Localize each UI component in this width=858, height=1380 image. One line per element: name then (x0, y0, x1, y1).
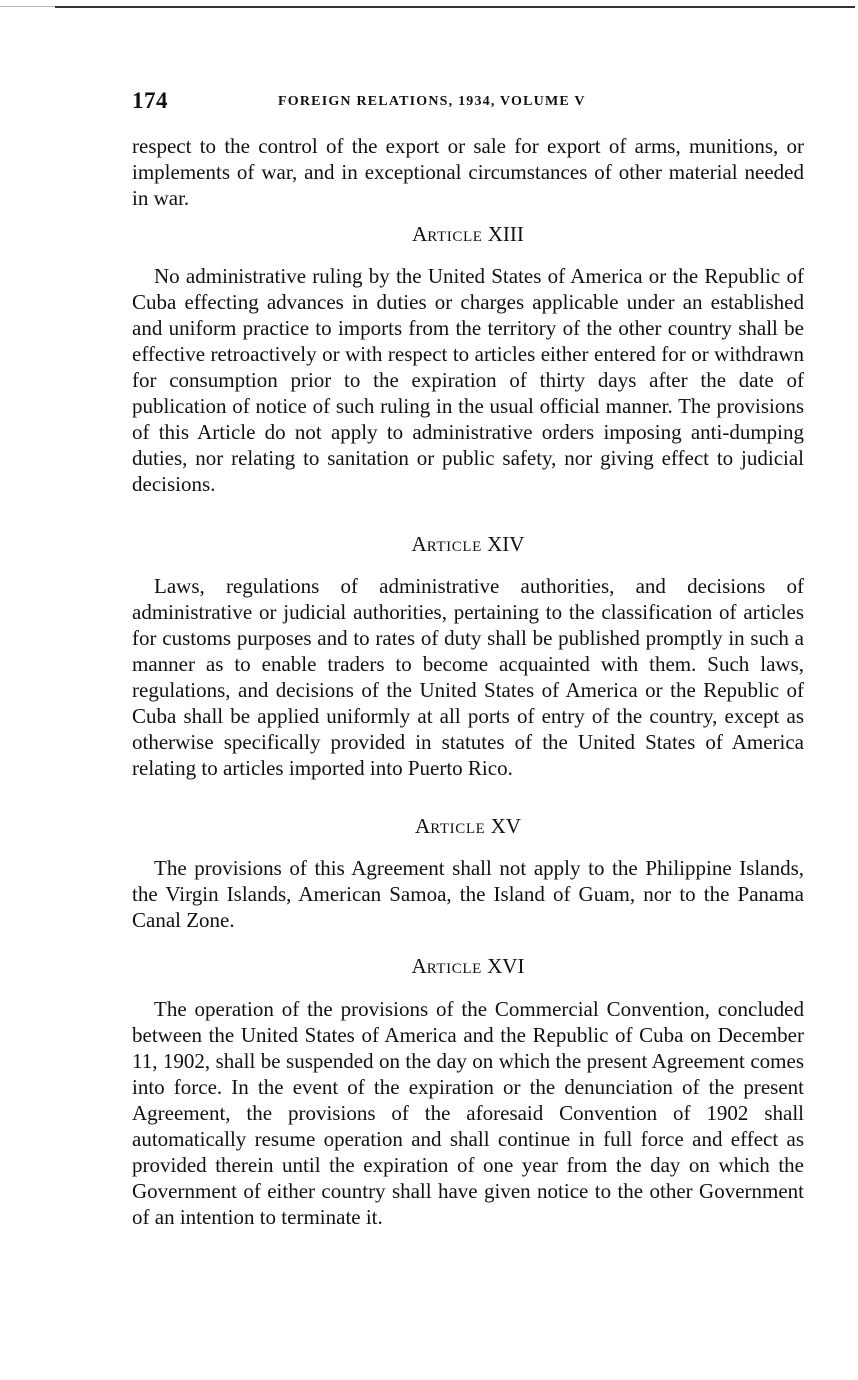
article-xvi-paragraph: The operation of the provisions of the Commercial Convention, concluded between the United States of America and the Republic of Cuba on December 11, 1902, shall be suspended on the day on which the present Agreement comes into force. In the event of the expiration or the denunciation of the present Agreement, the provisions of the aforesaid Convention of 1902 shall automatically resume operation and shall continue in full force and effect as provided therein until the expiration of one year from the day on which the Government of either country shall have given notice to the other Government of an intention to terminate it. (132, 997, 804, 1229)
article-heading-smallcaps: RTICLE (426, 539, 482, 555)
article-heading-initial: A (412, 222, 428, 246)
page-number: 174 (132, 88, 168, 113)
running-head: FOREIGN RELATIONS, 1934, VOLUME V (278, 94, 586, 109)
article-heading-xvi (132, 953, 804, 982)
continuation-paragraph: respect to the control of the export or sale for export of arms, munitions, or implements of war, and in exceptional circumstances of other material needed in war. (132, 134, 804, 210)
article-heading-smallcaps: RTICLE (427, 229, 483, 245)
article-xv-paragraph: The provisions of this Agreement shall not apply to the Philippine Islands, the Virgin Islands, American Samoa, the Island of Guam, nor to the Panama Canal Zone. (132, 856, 804, 932)
top-rule (55, 6, 855, 8)
article-heading-smallcaps: RTICLE (426, 961, 482, 977)
article-heading-numeral: XVI (481, 954, 525, 978)
article-heading-initial: A (411, 532, 427, 556)
article-heading-numeral: XIV (481, 532, 525, 556)
top-rule-fade (0, 6, 55, 7)
article-heading-numeral: XV (485, 814, 521, 838)
article-heading-initial: A (411, 954, 427, 978)
article-heading-xiii (132, 221, 804, 250)
article-heading-smallcaps: RTICLE (430, 821, 486, 837)
page-header (132, 88, 804, 118)
article-heading-numeral: XIII (482, 222, 524, 246)
article-heading-xiv (132, 531, 804, 560)
article-xiv-paragraph: Laws, regulations of administrative authorities, and decisions of administrative or judicial authorities, pertaining to the classification of articles for customs purposes and to rates of duty shall be published promptly in such a manner as to enable traders to become acquainted with them. Such laws, regulations, and decisions of the United States of America or the Republic of Cuba shall be applied uniformly at all ports of entry of the country, except as otherwise specifically provided in statutes of the United States of America relating to articles imported into Puerto Rico. (132, 574, 804, 780)
article-heading-initial: A (415, 814, 431, 838)
article-heading-xv (132, 813, 804, 842)
article-xiii-paragraph: No administrative ruling by the United States of America or the Republic of Cuba effecting advances in duties or charges applicable under an established and uniform practice to imports from the territory of the other country shall be effective retroactively or with respect to articles either entered for or withdrawn for consumption prior to the expiration of thirty days after the date of publication of notice of such ruling in the usual official manner. The provisions of this Article do not apply to administrative orders imposing anti-dumping duties, nor relating to sanitation or public safety, nor giving effect to judicial decisions. (132, 264, 804, 496)
